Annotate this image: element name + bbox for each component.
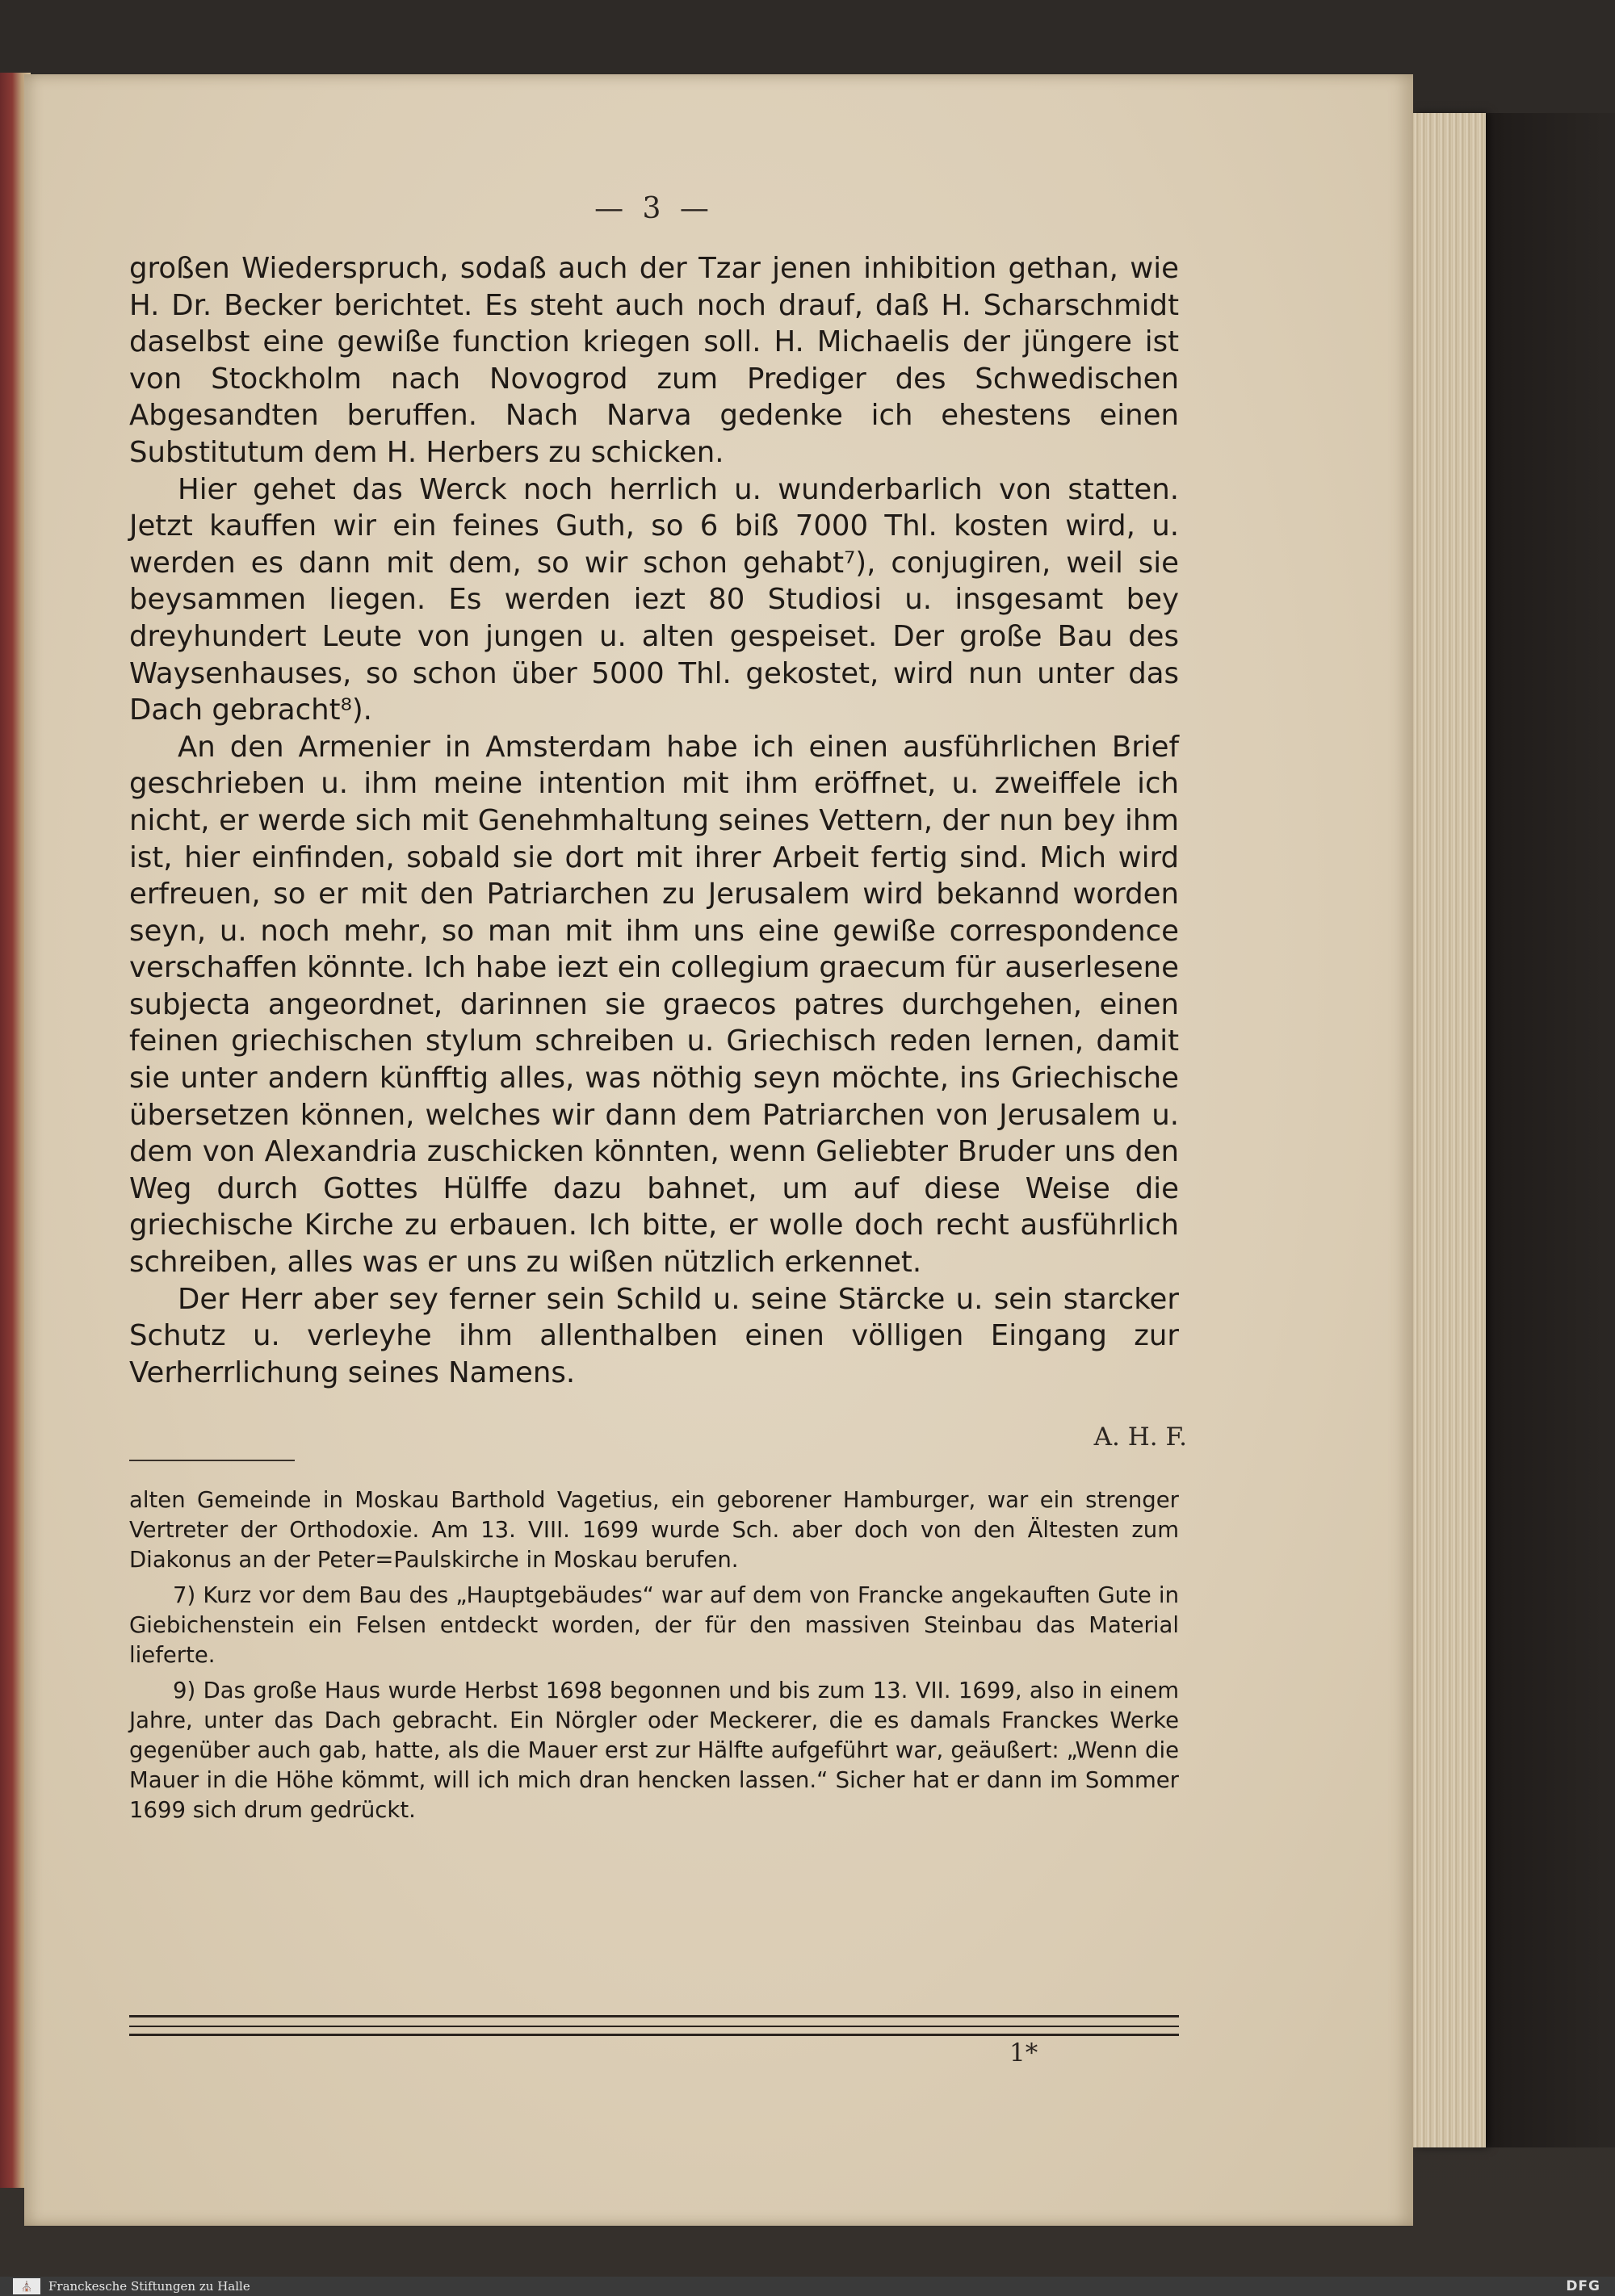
letter-body bbox=[129, 250, 1179, 1391]
bottom-rule-3 bbox=[129, 2034, 1179, 2036]
paragraph-1: großen Wiederspruch, sodaß auch der Tzar jenen inhibition gethan, wie H. Dr. Becker berichtet. Es steht auch noch drauf, daß H. Scharschmidt daselbst eine gewiße function kriegen soll. H. Michaelis der jüngere ist von Stockholm nach Novogrod zum Prediger des Schwedischen Abgesandten beruffen. Nach Narva gedenke ich ehestens einen Substitutum dem H. Herbers zu schicken. bbox=[129, 252, 1179, 469]
footnote-divider bbox=[129, 1460, 295, 1461]
page-stack-edge bbox=[1413, 113, 1486, 2147]
paragraph-3: An den Armenier in Amsterdam habe ich einen ausführlichen Brief geschrieben u. ihm meine intention mit ihm eröffnet, u. zweiffele ich nicht, er werde sich mit Genehmhaltung seines Vettern, der nun bey ihm ist, hier einfinden, sobald sie dort mit ihrer Arbeit fertig sind. Mich wird erfreuen, so er mit den Patriarchen zu Jerusalem wird bekannd worden seyn, u. noch mehr, so man mit ihm uns eine gewiße correspondence verschaffen könnte. Ich habe iezt ein collegium graecum für auserlesene subjecta angeordnet, darinnen sie graecos patres durchgehen, einen feinen griechischen stylum schreiben u. Griechisch reden lernen, damit sie unter andern künfftig alles, was nöthig seyn möchte, ins Griechische übersetzen können, welches wir dann dem Patriarchen von Jerusalem u. dem von Alexandria zuschicken könnten, wenn Geliebter Bruder uns den Weg durch Gottes Hülffe dazu bahnet, um auf diese Weise die griechische Kirche zu erbauen. Ich bitte, er wolle doch recht ausführlich schreiben, alles was er uns zu wißen nützlich erkennet. bbox=[129, 730, 1179, 1280]
page-number: — 3 — bbox=[594, 192, 714, 225]
bottom-rule-1 bbox=[129, 2015, 1179, 2017]
footnotes bbox=[129, 1485, 1179, 1831]
paragraph-4: Der Herr aber sey ferner sein Schild u. seine Stärcke u. sein starcker Schutz u. verleyhe ihm allenthalben einen völligen Eingang zur Verherrlichung seines Namens. bbox=[129, 1282, 1179, 1389]
sheet-signature-mark: 1* bbox=[1009, 2038, 1038, 2068]
footnote-continuation: alten Gemeinde in Moskau Barthold Vagetius, ein geborener Hamburger, war ein strenger Vertreter der Orthodoxie. Am 13. VIII. 1699 wurde Sch. aber doch von den Ältesten zum Diakonus an der Peter=Paulskirche in Moskau berufen. bbox=[129, 1487, 1179, 1573]
institution-logo-icon: ⛪ bbox=[13, 2278, 40, 2294]
dfg-badge: DFG bbox=[1566, 2278, 1600, 2294]
letter-signature: A. H. F. bbox=[1093, 1422, 1187, 1452]
footnote-7: 7) Kurz vor dem Bau des „Hauptgebäudes“ war auf dem von Francke angekauften Gute in Giebichenstein ein Felsen entdeckt worden, der für den massiven Steinbau das Material lieferte. bbox=[129, 1582, 1179, 1668]
book-shadow bbox=[1486, 113, 1615, 2147]
footnote-9: 9) Das große Haus wurde Herbst 1698 begonnen und bis zum 13. VII. 1699, also in einem Jahre, unter das Dach gebracht. Ein Nörgler oder Meckerer, die es damals Franckes Werke gegenüber auch gab, hatte, als die Mauer erst zur Hälfte aufgeführt war, geäußert: „Wenn die Mauer in die Höhe kömmt, will ich mich dran hencken lassen.“ Sicher hat er dann im Sommer 1699 sich drum gedrückt. bbox=[129, 1678, 1179, 1823]
bottom-rule-2 bbox=[129, 2026, 1179, 2027]
institution-name: Franckesche Stiftungen zu Halle bbox=[48, 2279, 250, 2294]
paragraph-2: Hier gehet das Werck noch herrlich u. wunderbarlich von statten. Jetzt kauffen wir ein feines Guth, so 6 biß 7000 Thl. kosten wird, u. werden es dann mit dem, so wir schon gehabt⁷), conjugiren, weil sie beysammen liegen. Es werden iezt 80 Studiosi u. insgesamt bey dreyhundert Leute von jungen u. alten gespeiset. Der große Bau des Waysenhauses, so schon über 5000 Thl. gekostet, wird nun unter das Dach gebracht⁸). bbox=[129, 472, 1179, 727]
